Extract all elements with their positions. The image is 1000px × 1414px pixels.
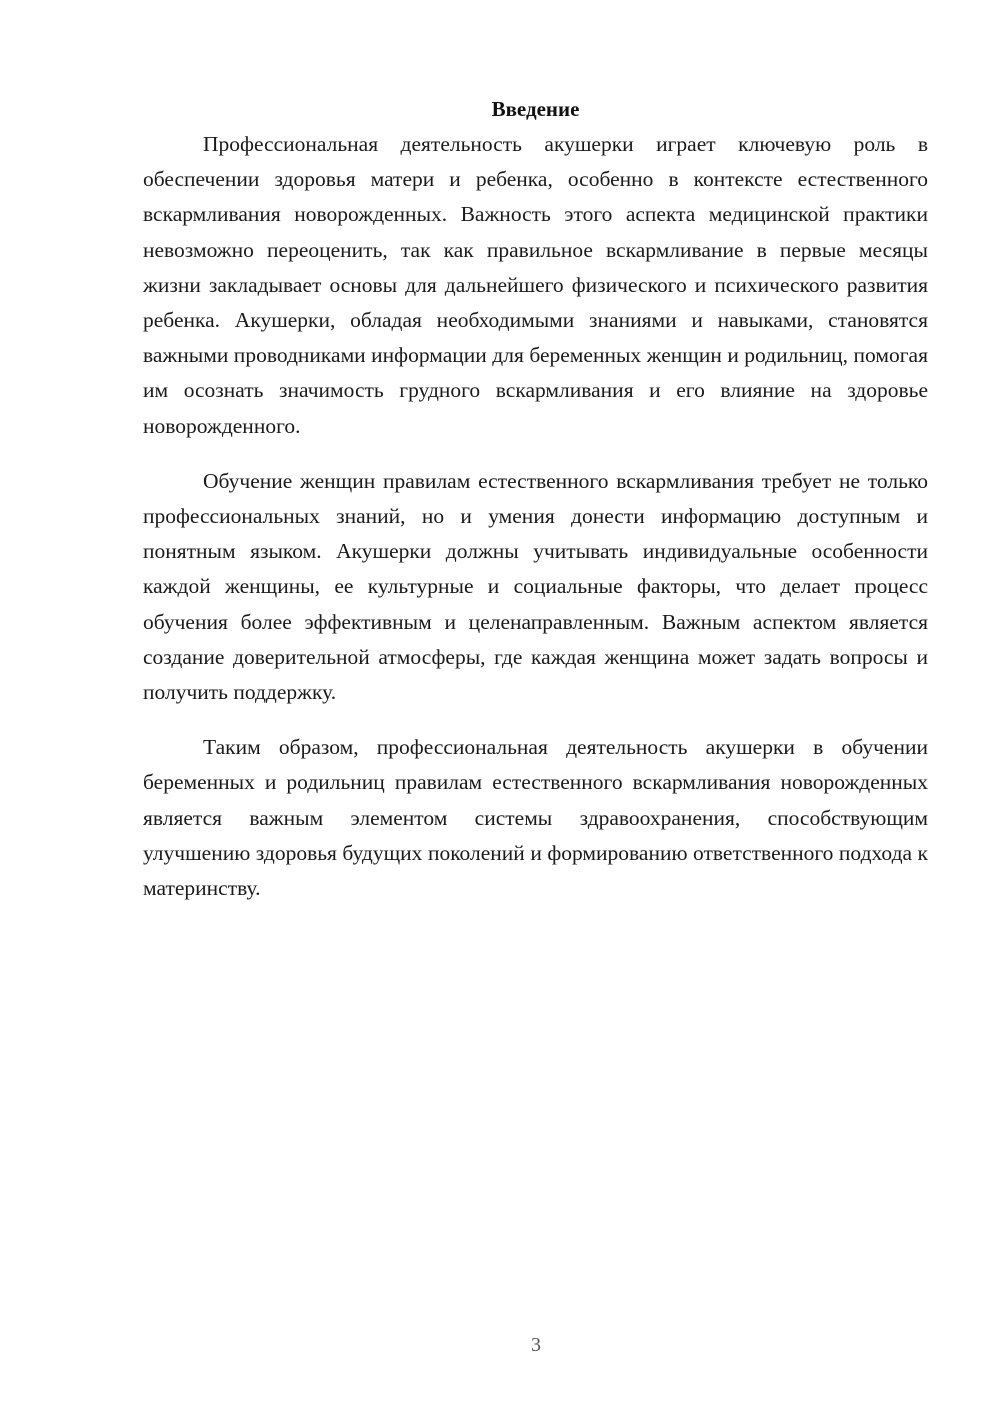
page-content xyxy=(143,92,928,926)
paragraph-2: Обучение женщин правилам естественного вскармливания требует не только профессиональных знаний, но и умения донести информацию доступным и понятным языком. Акушерки должны учитывать индивидуальные особенности каждой женщины, ее культурные и социальные факторы, что делает процесс обучения более эффективным и целенаправленным. Важным аспектом является создание доверительной атмосферы, где каждая женщина может задать вопросы и получить поддержку. xyxy=(143,468,928,705)
section-heading: Введение xyxy=(491,97,580,121)
paragraph-1: Профессиональная деятельность акушерки играет ключевую роль в обеспечении здоровья матери и ребенка, особенно в контексте естественного вскармливания новорожденных. Важность этого аспекта медицинской практики невозможно переоценить, так как правильное вскармливание в первые месяцы жизни закладывает основы для дальнейшего физического и психического развития ребенка. Акушерки, обладая необходимыми знаниями и навыками, становятся важными проводниками информации для беременных женщин и родильниц, помогая им осознать значимость грудного вскармливания и его влияние на здоровье новорожденного. xyxy=(143,132,928,438)
paragraph-3: Таким образом, профессиональная деятельность акушерки в обучении беременных и родильниц правилам естественного вскармливания новорожденных является важным элементом системы здравоохранения, способствующим улучшению здоровья будущих поколений и формированию ответственного подхода к материнству. xyxy=(143,735,928,901)
page-number: 3 xyxy=(531,1334,541,1356)
